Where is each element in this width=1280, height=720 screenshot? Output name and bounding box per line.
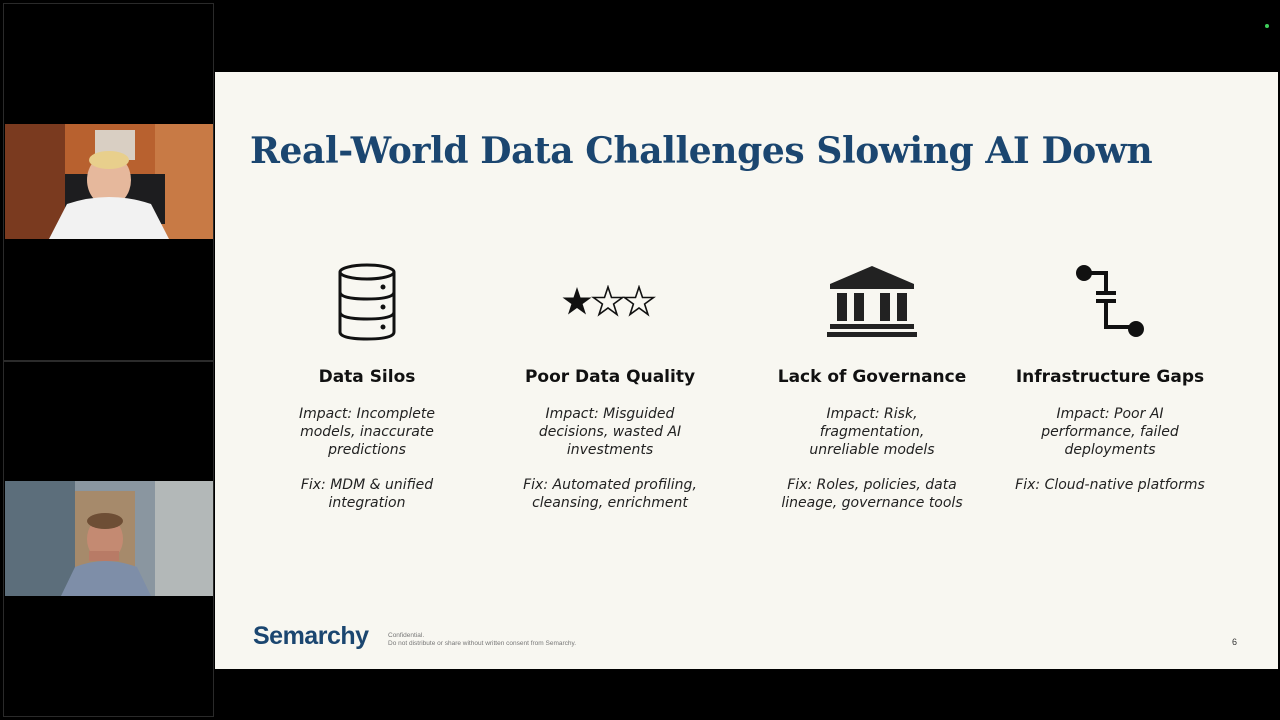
presentation-slide (215, 72, 1278, 669)
confidential-notice (388, 632, 576, 647)
slide-title: Real-World Data Challenges Slowing AI Down (250, 130, 1153, 172)
pipeline-icon (1074, 263, 1146, 341)
challenge-title: Infrastructure Gaps (1015, 367, 1205, 387)
participant-video-2[interactable] (5, 481, 213, 596)
challenge-impact: Impact: Risk, fragmentation, unreliable models (809, 406, 935, 458)
brand-logo: Semarchy (253, 622, 369, 650)
challenge-fix: Fix: MDM & unified integration (300, 477, 434, 511)
database-icon (337, 262, 397, 342)
institution-icon (827, 264, 917, 340)
challenge-column-data-quality (490, 257, 730, 512)
challenge-column-infrastructure (990, 257, 1230, 494)
status-indicator (1265, 24, 1269, 28)
challenge-impact: Impact: Poor AI performance, failed deployments (1041, 406, 1179, 458)
participant-video-icon (5, 481, 213, 596)
star-rating-icon (562, 285, 658, 319)
page-number: 6 (1231, 637, 1237, 647)
challenge-title: Lack of Governance (777, 367, 967, 387)
challenge-impact: Impact: Incomplete models, inaccurate predictions (299, 406, 435, 458)
participant-video-1[interactable] (5, 124, 213, 239)
challenge-impact: Impact: Misguided decisions, wasted AI investments (538, 406, 682, 458)
challenge-title: Data Silos (318, 367, 416, 387)
challenge-column-data-silos (247, 257, 487, 512)
challenge-fix: Fix: Roles, policies, data lineage, governance tools (781, 477, 963, 511)
challenge-fix: Fix: Cloud-native platforms (1015, 477, 1205, 493)
participant-video-icon (5, 124, 213, 239)
challenge-column-governance (752, 257, 992, 512)
panel-divider (4, 360, 213, 362)
confidential-line-2: Do not distribute or share without written consent from Semarchy. (388, 639, 577, 647)
participant-panel (3, 3, 214, 717)
confidential-line-1: Confidential. (388, 632, 425, 639)
challenge-title: Poor Data Quality (524, 367, 696, 387)
challenge-fix: Fix: Automated profiling, cleansing, enrichment (523, 477, 697, 511)
